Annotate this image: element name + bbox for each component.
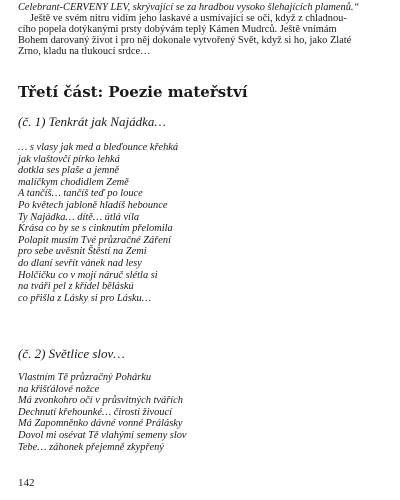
page-number: 142 — [18, 477, 35, 489]
poem-line: malíčkym chodidlem Země — [18, 176, 129, 188]
poem-stanza — [18, 142, 178, 304]
poem-line: co přišla z Lásky si pro Lásku… — [18, 292, 151, 304]
poem-line: na křišťálové nožce — [18, 383, 100, 395]
poem-stanza — [18, 372, 187, 453]
poem-line: Tebe… záhonek přejemně zkypřený — [18, 441, 164, 453]
poem-line: do dlaní sevřít vánek nad lesy — [18, 257, 142, 269]
poem-line: Vlastním Tě průzračný Pohárku — [18, 372, 152, 383]
poem-line: … s vlasy jak med a bleďounce křehká — [18, 142, 179, 153]
poem-line: Má Zapomněnko dávné vonné Prálásky — [18, 418, 183, 430]
poem-line: Ty Najádka… dítě… útlá víla — [18, 211, 140, 223]
intro-line: Zrno, kladu na tlukoucí srdce… — [18, 46, 151, 57]
poem-line: Dechnutí křehounké… čirosti živoucí — [18, 406, 172, 418]
poem-line: Má zvonkohro očí v průsvitných tvářích — [18, 395, 183, 407]
poem-line: jak vlaštovčí pírko lehká — [18, 153, 120, 165]
intro-line: Bohem darovaný život i pro něj dokonale vytvořený Svět, když si ho, jako Zlaté — [18, 35, 352, 46]
intro-line: Ještě ve svém nitru vidím jeho laskavé a usmívající se oči, když z chladnou- — [30, 13, 347, 24]
intro-line: Celebrant-ČERVENÝ LEV, skrývající se za hradbou vysoko šlehajících plamenů.“ — [18, 2, 360, 13]
poem-line: Holčičku co v mojí náruč slétla si — [18, 269, 158, 281]
poem-line: dotkla ses plaše a jemně — [18, 165, 119, 177]
poem-line: Po květech jabloně hladíš hebounce — [18, 199, 168, 211]
poem-line: Dovol mi osévat Tě vlahými semeny slov — [18, 429, 187, 441]
intro-line: cího popela dotýkanými prsty dobývám teplý Kámen Mudrců. Ještě vnímám — [18, 24, 337, 35]
poem-line: na tváři pel z křídel běláskú — [18, 281, 134, 293]
poem-line: Polapit musím Tvé průzračné Záření — [18, 234, 171, 246]
poem-line: pro sebe uvěsnit Štěstí na Zemi — [18, 246, 147, 258]
poem-line: Krása co by se s cinknutím přelomila — [18, 223, 173, 235]
poem-line: A tančíš… tančíš teď po louce — [18, 188, 143, 200]
poem-title: (č. 2) Světlice slov… — [18, 346, 125, 361]
poem-title: (č. 1) Tenkrát jak Najádka… — [18, 114, 166, 129]
part-heading: Třetí část: Poezie mateřství — [18, 83, 248, 101]
intro-paragraph — [18, 2, 388, 57]
